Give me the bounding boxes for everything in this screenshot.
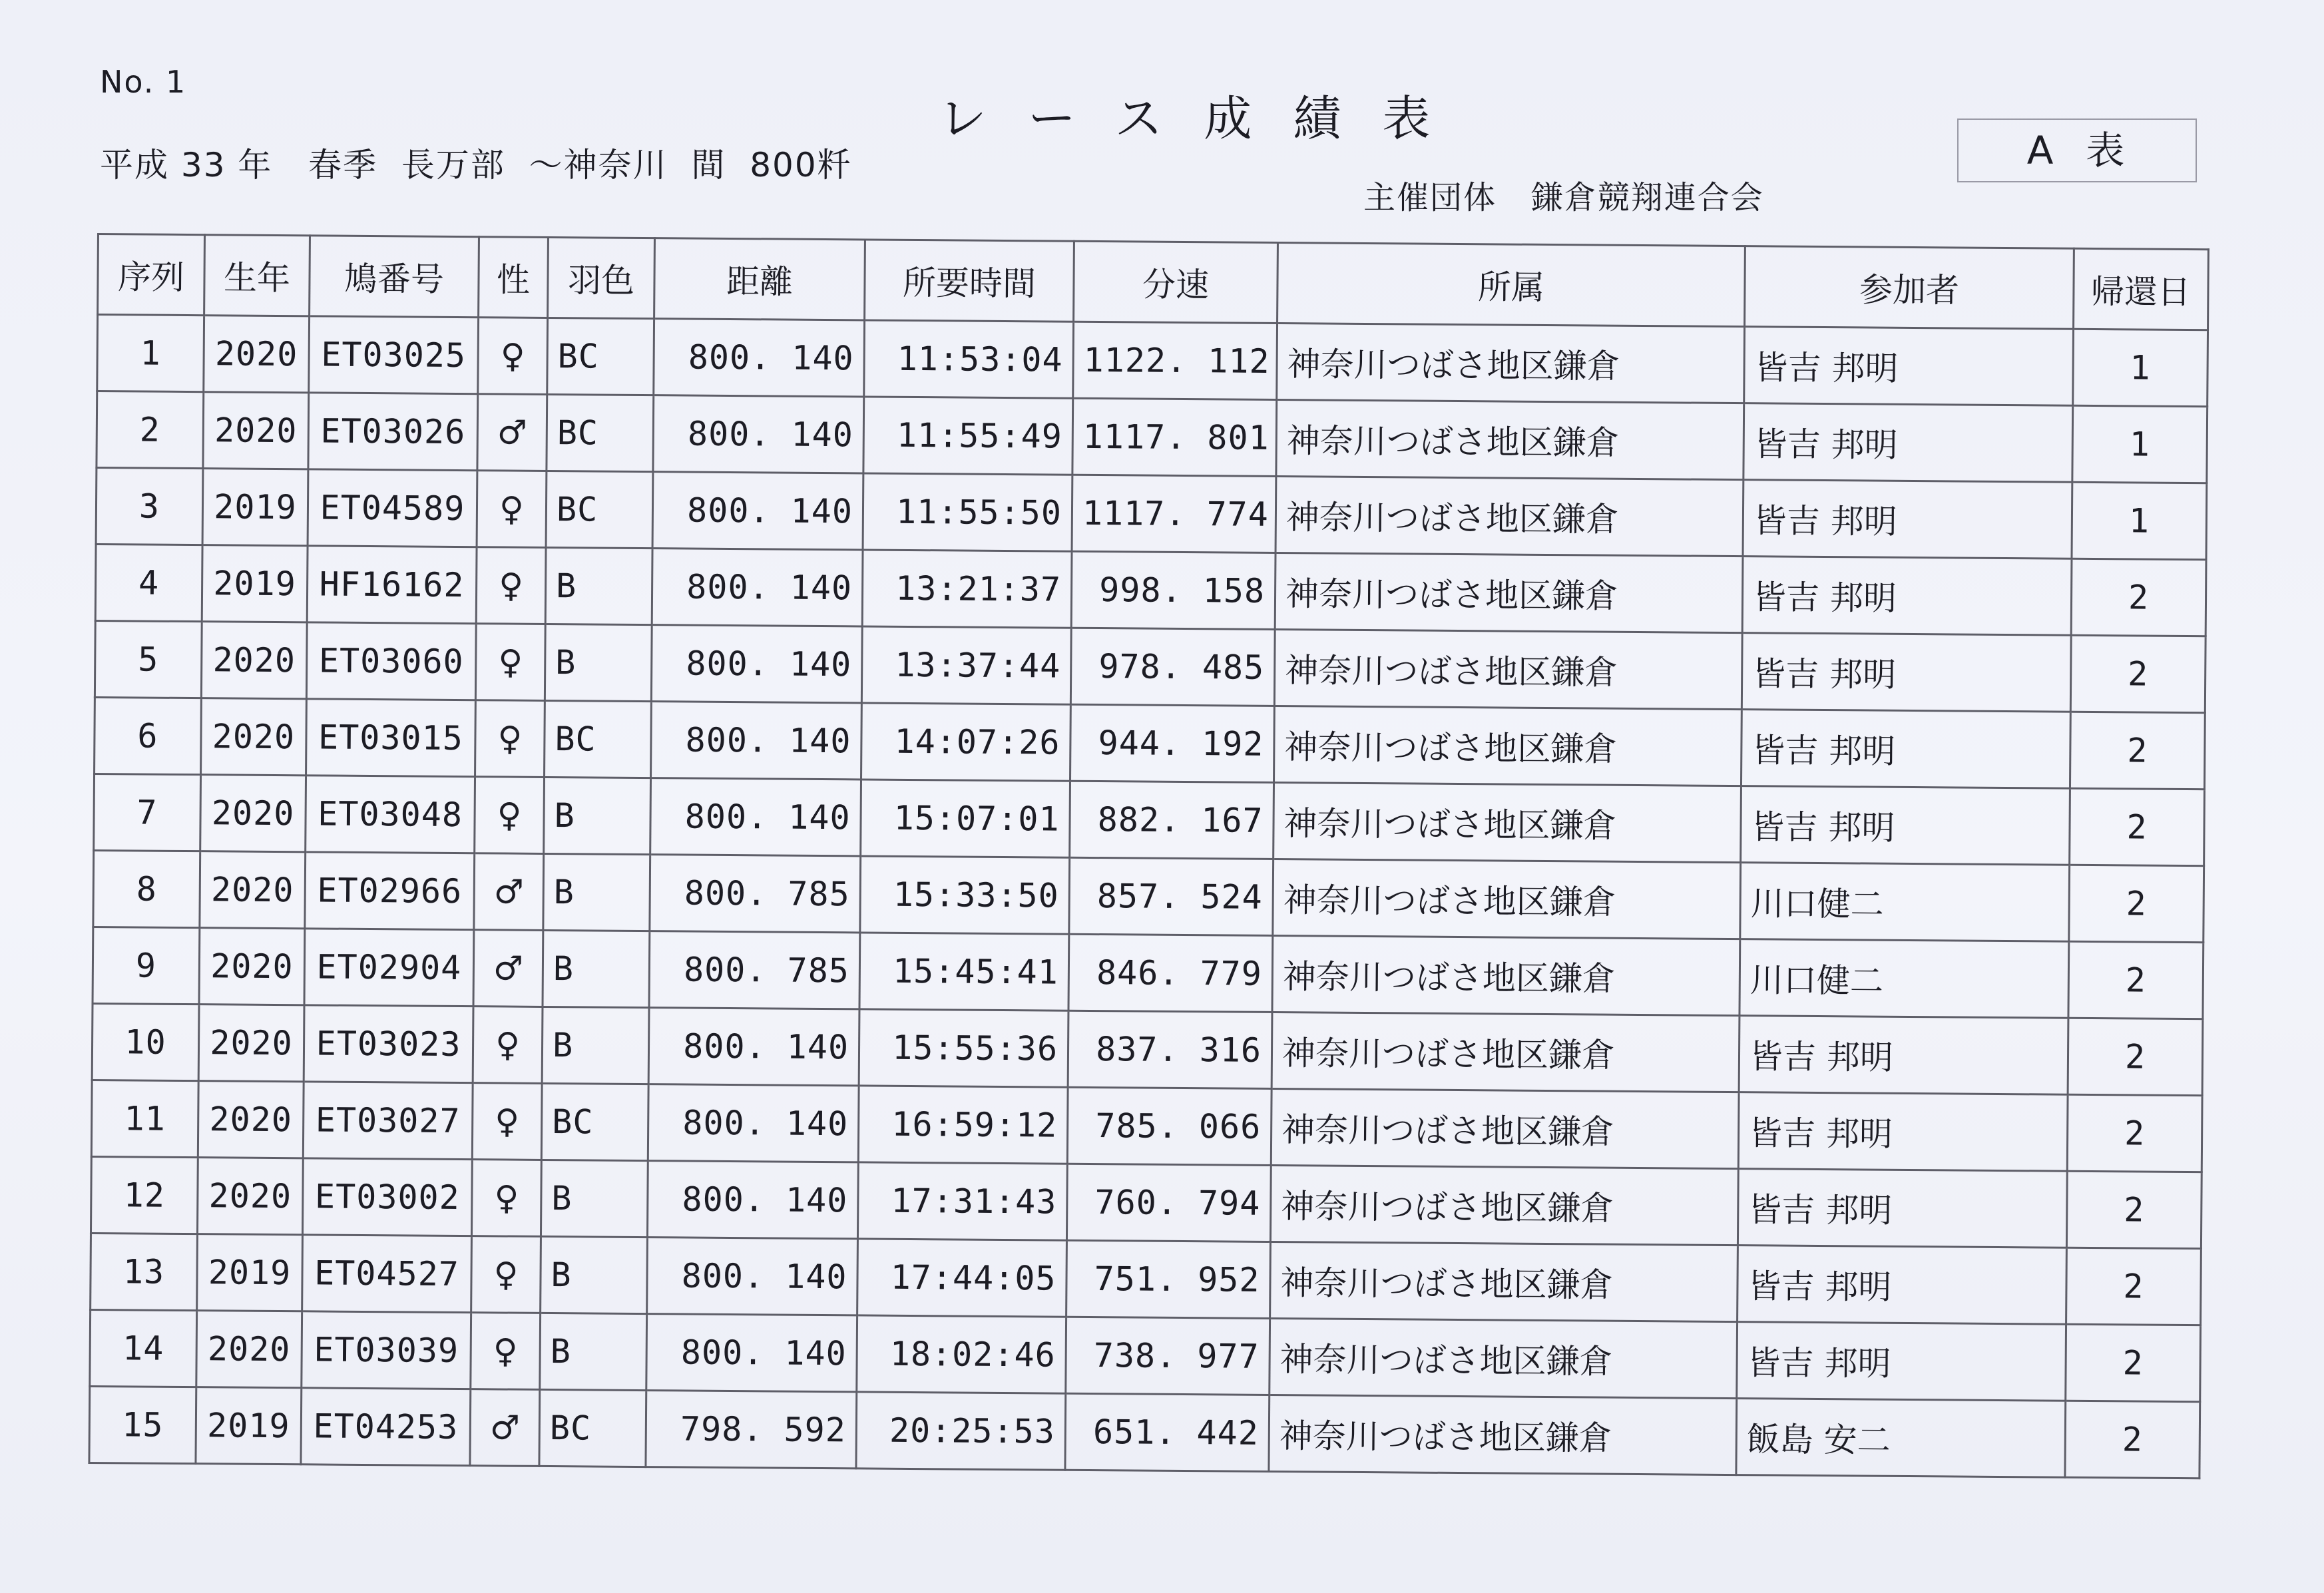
cell-distance: 798. 592	[646, 1391, 857, 1469]
cell-entrant: 皆吉 邦明	[1739, 1016, 2068, 1095]
cell-ring: ET03026	[308, 393, 478, 471]
cell-ring: ET04253	[301, 1388, 471, 1466]
cell-time: 16:59:12	[858, 1086, 1068, 1164]
cell-rank: 5	[95, 620, 202, 698]
cell-rank: 4	[95, 544, 202, 621]
col-club: 所属	[1278, 243, 1745, 327]
cell-color: B	[545, 547, 652, 624]
cell-return-day: 2	[2067, 1094, 2202, 1172]
cell-color: B	[540, 1313, 647, 1390]
cell-return-day: 2	[2068, 941, 2204, 1019]
cell-rank: 7	[94, 774, 201, 851]
cell-distance: 800. 140	[646, 1314, 857, 1392]
cell-sex: ♂	[470, 1389, 540, 1467]
cell-speed: 1117. 801	[1072, 398, 1277, 476]
cell-color: BC	[541, 1083, 648, 1160]
cell-rank: 12	[91, 1156, 198, 1234]
cell-speed: 944. 192	[1070, 704, 1275, 782]
cell-speed: 751. 952	[1066, 1240, 1271, 1318]
sheet-label-box: A 表	[1957, 118, 2197, 182]
cell-club: 神奈川つばさ地区鎌倉	[1272, 1012, 1740, 1092]
cell-entrant: 皆吉 邦明	[1741, 786, 2070, 865]
cell-color: B	[543, 853, 650, 931]
cell-return-day: 2	[2066, 1171, 2202, 1248]
cell-return-day: 2	[2070, 788, 2205, 865]
cell-color: B	[542, 1007, 649, 1084]
cell-year: 2020	[200, 775, 306, 852]
cell-year: 2020	[197, 1158, 303, 1235]
cell-speed: 785. 066	[1067, 1087, 1272, 1165]
cell-rank: 14	[90, 1309, 197, 1387]
cell-return-day: 2	[2071, 559, 2206, 636]
cell-ring: ET02904	[304, 929, 474, 1007]
cell-color: B	[543, 930, 650, 1007]
cell-club: 神奈川つばさ地区鎌倉	[1269, 1395, 1737, 1475]
cell-distance: 800. 140	[651, 625, 862, 703]
cell-time: 14:07:26	[861, 703, 1071, 781]
cell-time: 11:55:50	[863, 473, 1072, 551]
cell-club: 神奈川つばさ地区鎌倉	[1271, 1088, 1739, 1168]
cell-ring: ET03015	[306, 699, 476, 777]
cell-distance: 800. 140	[647, 1161, 858, 1239]
col-entrant: 参加者	[1745, 246, 2074, 330]
cell-club: 神奈川つばさ地区鎌倉	[1274, 629, 1742, 709]
cell-rank: 10	[92, 1003, 199, 1080]
cell-return-day: 2	[2070, 635, 2206, 712]
cell-year: 2020	[203, 392, 309, 469]
cell-sex: ♀	[478, 318, 548, 395]
cell-distance: 800. 140	[648, 1084, 859, 1162]
cell-distance: 800. 140	[651, 702, 862, 780]
cell-color: B	[545, 624, 652, 701]
col-rank: 序列	[98, 234, 205, 316]
cell-return-day: 2	[2066, 1324, 2201, 1401]
cell-distance: 800. 140	[653, 395, 864, 473]
cell-time: 17:31:43	[857, 1162, 1067, 1240]
cell-sex: ♀	[471, 1313, 541, 1390]
cell-return-day: 2	[2070, 712, 2205, 789]
cell-year: 2020	[198, 1005, 304, 1082]
cell-speed: 882. 167	[1070, 781, 1274, 859]
cell-year: 2019	[202, 545, 308, 622]
cell-club: 神奈川つばさ地区鎌倉	[1277, 323, 1745, 403]
cell-year: 2020	[196, 1311, 302, 1388]
cell-club: 神奈川つばさ地区鎌倉	[1276, 476, 1743, 556]
cell-speed: 998. 158	[1071, 551, 1276, 629]
cell-sex: ♀	[475, 624, 545, 701]
col-distance: 距離	[654, 238, 865, 320]
cell-year: 2020	[200, 851, 306, 929]
cell-club: 神奈川つばさ地区鎌倉	[1274, 706, 1742, 786]
col-time: 所要時間	[865, 240, 1074, 322]
cell-distance: 800. 140	[652, 472, 863, 550]
cell-club: 神奈川つばさ地区鎌倉	[1275, 553, 1743, 632]
cell-entrant: 皆吉 邦明	[1742, 557, 2072, 636]
cell-color: B	[544, 777, 651, 854]
cell-sex: ♀	[472, 1083, 542, 1160]
cell-year: 2020	[198, 1081, 304, 1158]
cell-club: 神奈川つばさ地区鎌倉	[1276, 399, 1744, 479]
cell-entrant: 皆吉 邦明	[1743, 403, 2073, 483]
cell-distance: 800. 140	[648, 1008, 859, 1086]
cell-color: BC	[546, 471, 653, 548]
cell-ring: ET03048	[306, 776, 475, 853]
cell-speed: 837. 316	[1068, 1011, 1272, 1088]
cell-ring: ET03060	[306, 622, 476, 700]
cell-entrant: 皆吉 邦明	[1743, 480, 2072, 559]
cell-rank: 9	[93, 927, 200, 1004]
cell-speed: 857. 524	[1069, 857, 1274, 935]
cell-ring: ET04589	[308, 469, 477, 547]
cell-year: 2020	[201, 622, 307, 699]
cell-return-day: 1	[2072, 482, 2207, 559]
cell-year: 2020	[199, 928, 305, 1005]
cell-entrant: 川口健二	[1740, 863, 2070, 942]
col-year: 生年	[204, 235, 310, 316]
cell-ring: ET03025	[309, 316, 479, 394]
cell-speed: 846. 779	[1068, 934, 1273, 1012]
cell-rank: 13	[91, 1233, 198, 1310]
cell-club: 神奈川つばさ地区鎌倉	[1270, 1165, 1738, 1245]
cell-sex: ♂	[477, 394, 547, 471]
cell-entrant: 川口健二	[1740, 939, 2069, 1019]
organizer: 主催団体 鎌倉競翔連合会	[1363, 179, 1764, 216]
cell-color: BC	[539, 1389, 646, 1467]
col-color: 羽色	[548, 237, 655, 318]
cell-time: 13:37:44	[861, 626, 1071, 704]
cell-time: 15:33:50	[860, 856, 1070, 934]
cell-return-day: 1	[2072, 405, 2208, 483]
cell-entrant: 皆吉 邦明	[1737, 1322, 2066, 1401]
cell-time: 15:07:01	[861, 780, 1070, 857]
cell-distance: 800. 140	[654, 319, 865, 397]
cell-entrant: 皆吉 邦明	[1738, 1169, 2067, 1248]
col-speed: 分速	[1074, 241, 1278, 323]
cell-sex: ♀	[475, 777, 545, 854]
race-info: 平成 33 年 春季 長万部 ～神奈川 間 800粁	[100, 146, 852, 184]
cell-return-day: 2	[2069, 865, 2204, 942]
cell-rank: 8	[93, 850, 200, 927]
cell-club: 神奈川つばさ地区鎌倉	[1272, 935, 1740, 1015]
cell-sex: ♀	[475, 700, 545, 778]
cell-speed: 1122. 112	[1073, 322, 1278, 399]
cell-return-day: 2	[2066, 1248, 2202, 1325]
cell-distance: 800. 785	[650, 855, 861, 933]
document-title: レース成績表	[939, 91, 1472, 146]
cell-ring: ET03039	[302, 1311, 471, 1389]
cell-year: 2020	[204, 316, 310, 393]
cell-ring: ET03002	[302, 1158, 472, 1236]
cell-color: BC	[547, 318, 654, 395]
cell-rank: 11	[91, 1080, 198, 1157]
cell-return-day: 1	[2073, 329, 2208, 406]
cell-sex: ♂	[474, 853, 544, 931]
cell-year: 2019	[197, 1234, 303, 1311]
sheet-number: No. 1	[100, 64, 187, 100]
cell-return-day: 2	[2068, 1018, 2203, 1095]
cell-color: BC	[547, 394, 654, 471]
cell-time: 13:21:37	[862, 550, 1072, 628]
cell-time: 20:25:53	[856, 1392, 1066, 1470]
cell-entrant: 皆吉 邦明	[1738, 1092, 2068, 1172]
col-sex: 性	[479, 237, 549, 318]
cell-entrant: 皆吉 邦明	[1742, 633, 2071, 712]
cell-sex: ♀	[471, 1160, 541, 1237]
cell-time: 15:55:36	[859, 1009, 1068, 1087]
cell-time: 11:55:49	[863, 397, 1073, 475]
cell-year: 2020	[201, 698, 307, 776]
cell-ring: ET03027	[303, 1082, 473, 1160]
table-row	[89, 1386, 2200, 1478]
cell-club: 神奈川つばさ地区鎌倉	[1270, 1242, 1738, 1321]
cell-ring: ET02966	[305, 852, 475, 930]
cell-time: 17:44:05	[857, 1239, 1067, 1317]
cell-year: 2019	[202, 469, 308, 546]
cell-rank: 6	[95, 697, 202, 774]
cell-return-day: 2	[2065, 1401, 2200, 1478]
cell-distance: 800. 140	[647, 1238, 858, 1315]
cell-entrant: 皆吉 邦明	[1738, 1246, 2067, 1325]
cell-ring: ET03023	[304, 1005, 473, 1083]
cell-rank: 1	[97, 315, 204, 392]
cell-speed: 760. 794	[1066, 1164, 1271, 1242]
cell-distance: 800. 140	[652, 549, 863, 626]
cell-club: 神奈川つばさ地区鎌倉	[1270, 1318, 1738, 1398]
cell-time: 11:53:04	[864, 320, 1074, 398]
cell-speed: 738. 977	[1066, 1317, 1270, 1395]
cell-year: 2019	[196, 1387, 302, 1465]
cell-rank: 2	[97, 391, 204, 469]
cell-color: B	[541, 1160, 648, 1237]
cell-entrant: 皆吉 邦明	[1744, 327, 2074, 406]
cell-rank: 15	[89, 1386, 196, 1463]
cell-sex: ♀	[477, 471, 547, 548]
cell-distance: 800. 140	[650, 778, 861, 856]
cell-ring: ET04527	[302, 1235, 472, 1313]
cell-speed: 651. 442	[1065, 1393, 1270, 1471]
col-return-day: 帰還日	[2074, 248, 2209, 330]
cell-color: B	[541, 1236, 648, 1313]
cell-rank: 3	[96, 468, 203, 545]
col-ring: 鳩番号	[310, 236, 479, 318]
cell-time: 18:02:46	[857, 1315, 1066, 1393]
cell-entrant: 飯島 安二	[1736, 1399, 2066, 1478]
cell-speed: 978. 485	[1070, 628, 1275, 706]
cell-ring: HF16162	[307, 546, 477, 624]
results-table	[88, 233, 2209, 1479]
cell-club: 神奈川つばさ地区鎌倉	[1274, 782, 1742, 862]
cell-entrant: 皆吉 邦明	[1741, 710, 2070, 789]
cell-sex: ♂	[473, 930, 543, 1007]
cell-distance: 800. 785	[649, 931, 860, 1009]
cell-sex: ♀	[471, 1236, 541, 1313]
header-row	[98, 234, 2209, 330]
cell-time: 15:45:41	[859, 933, 1069, 1011]
table-body	[89, 315, 2208, 1479]
cell-sex: ♀	[473, 1007, 543, 1084]
cell-speed: 1117. 774	[1072, 475, 1276, 553]
cell-color: BC	[545, 700, 652, 778]
cell-club: 神奈川つばさ地区鎌倉	[1273, 859, 1741, 939]
cell-sex: ♀	[476, 547, 546, 624]
